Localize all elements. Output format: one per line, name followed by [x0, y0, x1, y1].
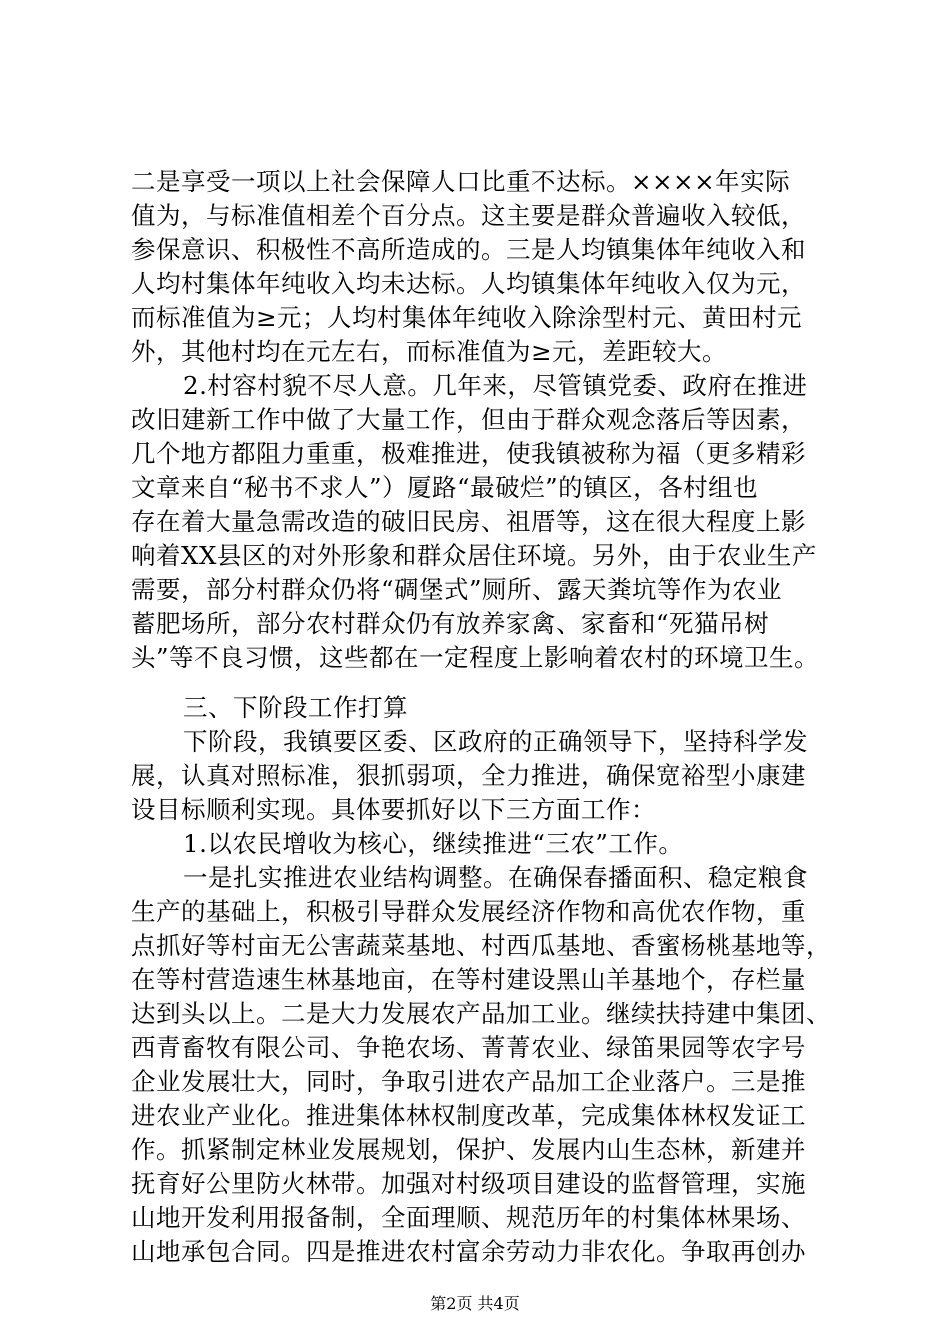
paragraph-line: 而标准值为≥元；人均村集体年纯收入除涂型村元、黄田村元	[131, 303, 803, 332]
paragraph-line: 参保意识、积极性不高所造成的。三是人均镇集体年纯收入和	[131, 235, 806, 264]
section-heading-3: 三、下阶段工作打算	[183, 693, 408, 722]
paragraph-line: 山地承包合同。四是推进农村富余劳动力非农化。争取再创办	[131, 1237, 806, 1266]
subsection-heading: 1.以农民增收为核心，继续推进“三农”工作。	[183, 829, 684, 858]
paragraph-line: 人均村集体年纯收入均未达标。人均镇集体年纯收入仅为元，	[131, 269, 806, 298]
paragraph-line: 下阶段，我镇要区委、区政府的正确领导下，坚持科学发	[183, 727, 808, 756]
page-footer: 第2页 共4页	[430, 1294, 520, 1313]
paragraph-line: 蓄肥场所，部分农村群众仍有放养家禽、家畜和“死猫吊树	[131, 609, 770, 638]
paragraph-line: 外，其他村均在元左右，而标准值为≥元，差距较大。	[131, 337, 728, 366]
paragraph-line: 设目标顺利实现。具体要抓好以下三方面工作：	[131, 795, 656, 824]
paragraph-line: 改旧建新工作中做了大量工作，但由于群众观念落后等因素，	[131, 405, 806, 434]
paragraph-line: 响着XX县区的对外形象和群众居住环境。另外，由于农业生产	[131, 541, 817, 570]
paragraph-line: 在等村营造速生林基地亩，在等村建设黑山羊基地个，存栏量	[131, 965, 806, 994]
paragraph-line: 企业发展壮大，同时，争取引进农产品加工企业落户。三是推	[131, 1067, 806, 1096]
paragraph-line: 山地开发利用报备制，全面理顺、规范历年的村集体林果场、	[131, 1203, 806, 1232]
paragraph-line: 存在着大量急需改造的破旧民房、祖厝等，这在很大程度上影	[131, 507, 806, 536]
paragraph-line: 头”等不良习惯，这些都在一定程度上影响着农村的环境卫生。	[131, 643, 820, 672]
paragraph-line: 展，认真对照标准，狠抓弱项，全力推进，确保宽裕型小康建	[131, 761, 806, 790]
paragraph-line: 二是享受一项以上社会保障人口比重不达标。××××年实际	[131, 167, 791, 196]
paragraph-line: 值为，与标准值相差个百分点。这主要是群众普遍收入较低，	[131, 201, 806, 230]
paragraph-line: 达到头以上。二是大力发展农产品加工业。继续扶持建中集团、	[131, 999, 831, 1028]
paragraph-line: 进农业产业化。推进集体林权制度改革，完成集体林权发证工	[131, 1101, 806, 1130]
paragraph-line: 一是扎实推进农业结构调整。在确保春播面积、稳定粮食	[183, 863, 808, 892]
paragraph-line: 点抓好等村亩无公害蔬菜基地、村西瓜基地、香蜜杨桃基地等，	[131, 931, 831, 960]
paragraph-line: 几个地方都阻力重重，极难推进，使我镇被称为福（更多精彩	[131, 439, 806, 468]
paragraph-line: 需要，部分村群众仍将“碉堡式”厕所、露天粪坑等作为农业	[131, 575, 783, 604]
paragraph-line: 生产的基础上，积极引导群众发展经济作物和高优农作物，重	[131, 897, 806, 926]
paragraph-line: 抚育好公里防火林带。加强对村级项目建设的监督管理，实施	[131, 1169, 806, 1198]
paragraph-line: 西青畜牧有限公司、争艳农场、菁菁农业、绿笛果园等农字号	[131, 1033, 806, 1062]
paragraph-line: 作。抓紧制定林业发展规划，保护、发展内山生态林，新建并	[131, 1135, 806, 1164]
section-heading-2: 2.村容村貌不尽人意。几年来，尽管镇党委、政府在推进	[183, 371, 808, 400]
paragraph-line: 文章来自“秘书不求人”）厦路“最破烂”的镇区，各村组也	[131, 473, 759, 502]
